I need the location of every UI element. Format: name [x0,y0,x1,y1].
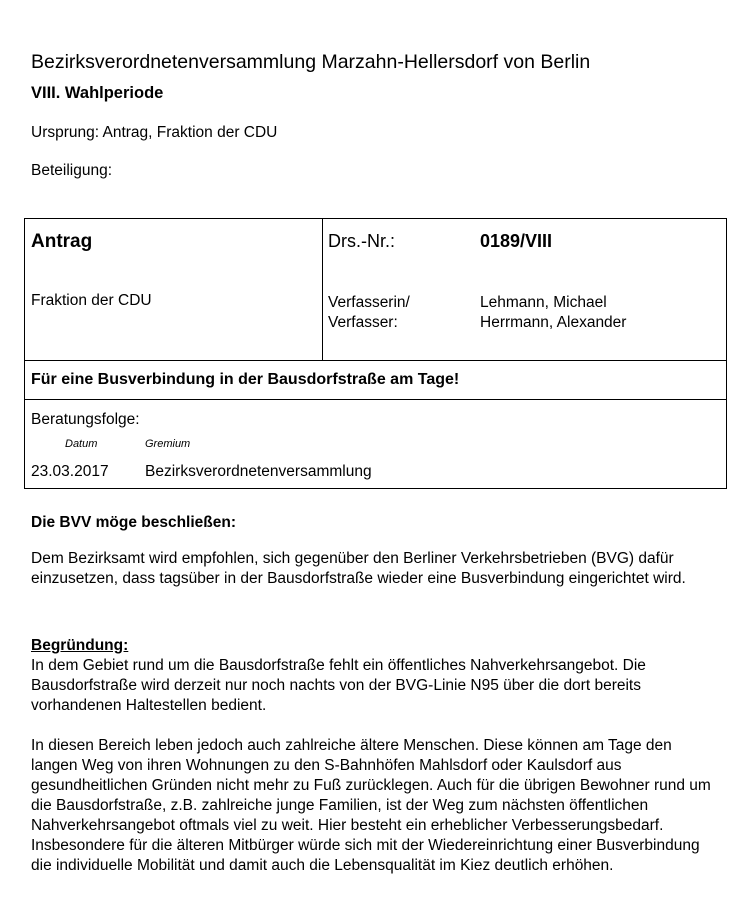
faction: Fraktion der CDU [31,292,152,309]
deliberation-body: Bezirksverordnetenversammlung [145,463,372,480]
author-2: Herrmann, Alexander [480,314,627,331]
motion-info-box [24,218,727,489]
resolution-text: Dem Bezirksamt wird empfohlen, sich gegenüber den Berliner Verkehrsbetrieben (BVG) dafür einzusetzen, dass tagsüber in der Bausdorfstraße wieder eine Busverbindung eingerichtet wird. [31,550,686,587]
participation-line: Beteiligung: [31,162,113,179]
document-type: Antrag [31,231,93,252]
box-divider-1 [25,360,726,361]
author-label-line-1: Verfasserin/ [328,294,410,311]
organization-title: Bezirksverordnetenversammlung Marzahn-Hellersdorf von Berlin [31,51,591,73]
deliberation-label: Beratungsfolge: [31,411,140,428]
reasoning-heading: Begründung: [31,637,129,654]
column-date-header: Datum [65,438,98,450]
drs-number: 0189/VIII [480,231,553,251]
box-vertical-divider [322,219,323,360]
period-heading: VIII. Wahlperiode [31,84,164,102]
reasoning-paragraph-1: In dem Gebiet rund um die Bausdorfstraße fehlt ein öffentliches Nahverkehrsangebot. Die Bausdorfstraße wird derzeit nur noch nachts von der BVG-Linie N95 über die dort bereits vorhandenen Haltestellen bedient. [31,657,646,714]
author-names [480,293,626,333]
resolution-heading: Die BVV möge beschließen: [31,514,236,531]
origin-line: Ursprung: Antrag, Fraktion der CDU [31,124,278,141]
author-label-line-2: Verfasser: [328,314,398,331]
drs-label: Drs.-Nr.: [328,231,395,251]
motion-subject: Für eine Busverbindung in der Bausdorfstraße am Tage! [31,371,460,388]
reasoning-paragraph-2: In diesen Bereich leben jedoch auch zahlreiche ältere Menschen. Diese können am Tage den langen Weg von ihren Wohnungen zu den S-Bahnhöfen Mahlsdorf oder Kaulsdorf aus gesundheitlichen Gründen nicht mehr zu Fuß zurücklegen. Auch für die übrigen Bewohner rund um die Bausdorfstraße, z.B. zahlreiche junge Familien, ist der Weg zum nächsten öffentlichen Nahverkehrsangebot oftmals viel zu weit. Hier besteht ein erheblicher Verbesserungsbedarf. Insbesondere für die älteren Mitbürger würde sich mit der Wiedereinrichtung einer Busverbindung die individuelle Mobilität und damit auch die Lebensqualität im Kiez deutlich erhöhen. [31,737,711,874]
author-1: Lehmann, Michael [480,294,607,311]
column-body-header: Gremium [145,438,191,450]
box-divider-2 [25,399,726,400]
author-label [328,293,410,333]
deliberation-date: 23.03.2017 [31,463,109,480]
